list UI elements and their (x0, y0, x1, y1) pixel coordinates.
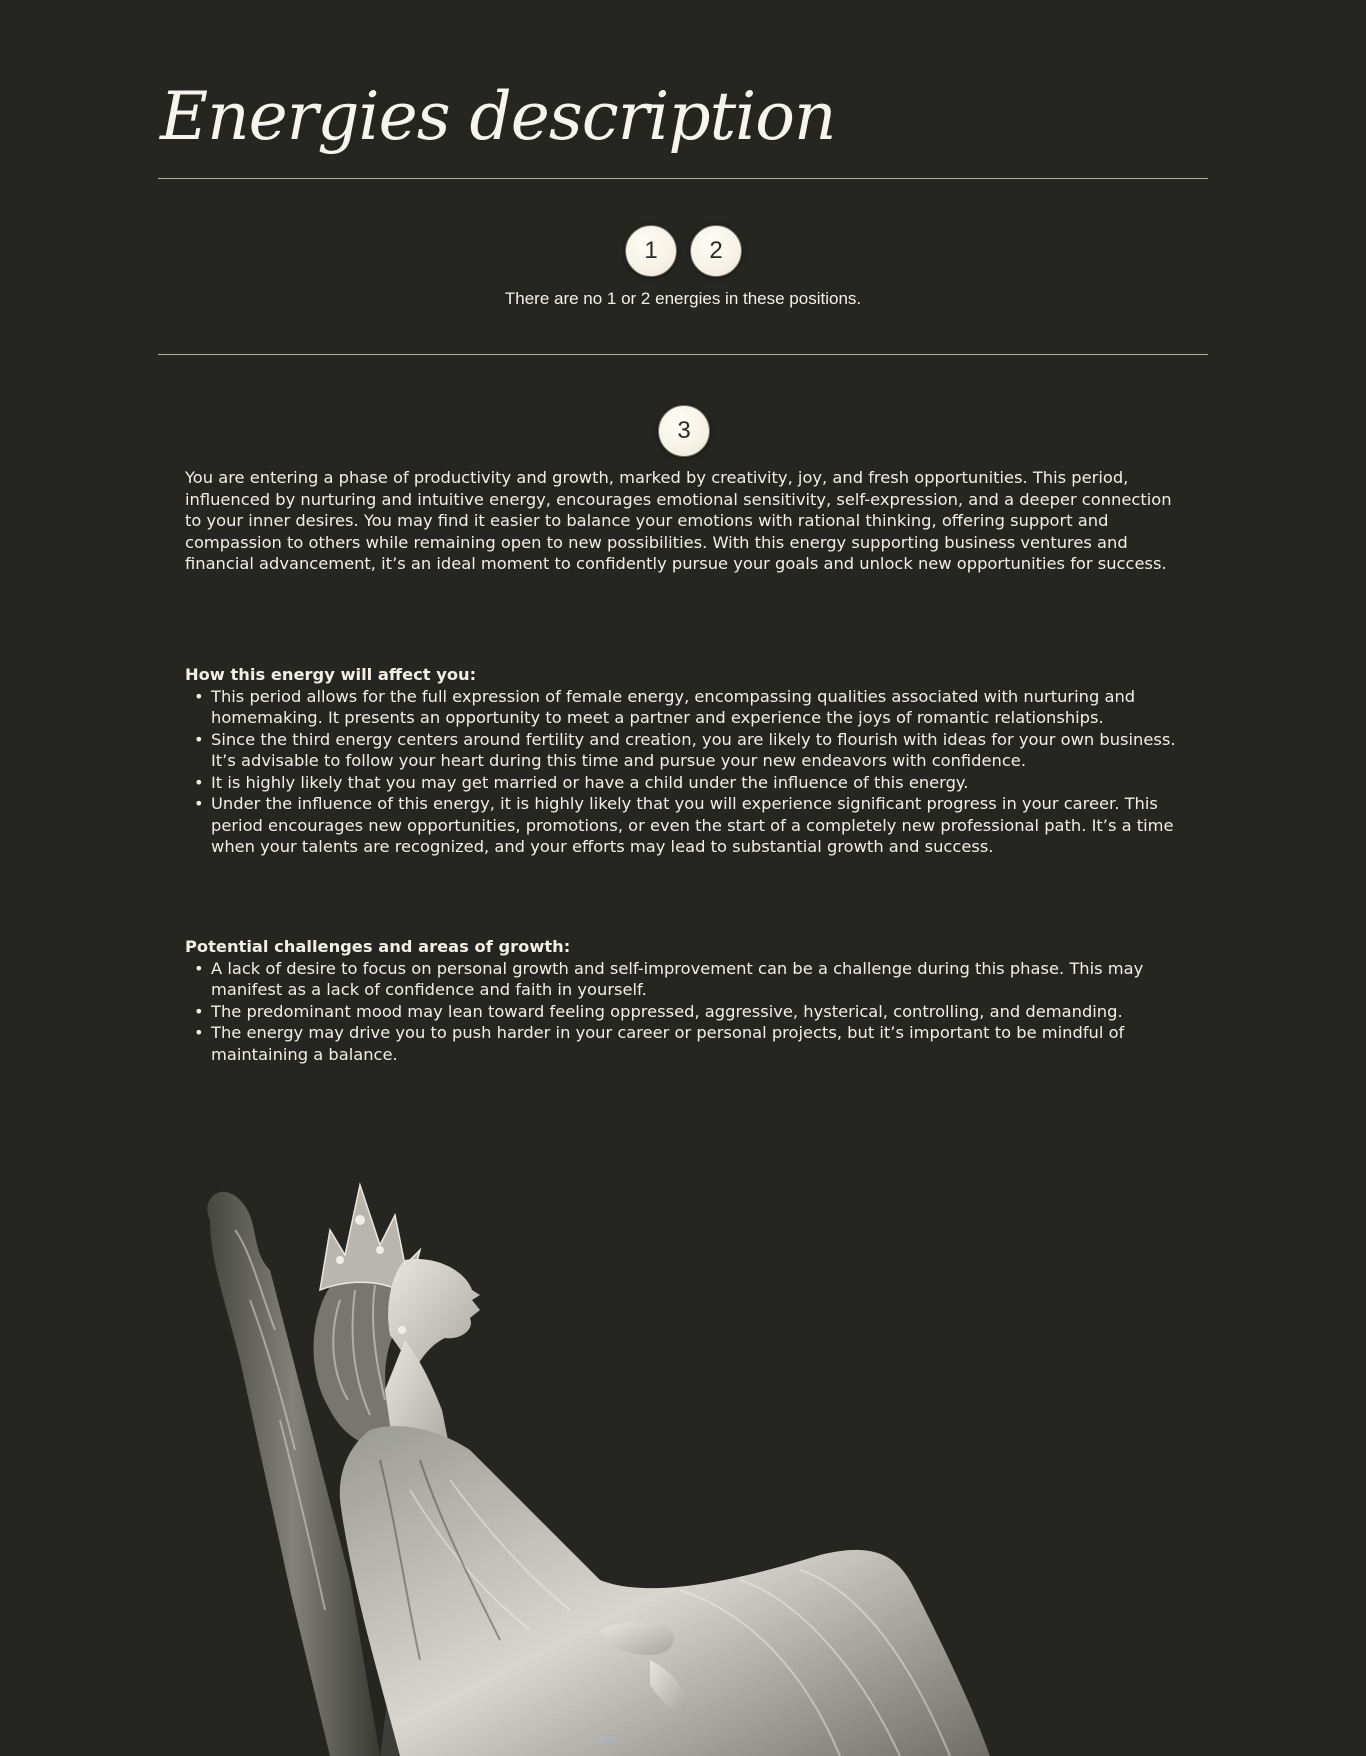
effects-heading: How this energy will affect you: (185, 665, 477, 684)
energy-badge-1: 1 (625, 225, 677, 277)
section-divider (158, 354, 1208, 355)
energy-3-description: You are entering a phase of productivity and growth, marked by creativity, joy, and fresh opportunities. This period, influenced by nurturing and intuitive energy, encourages emotional sensitivity, self-expression, and a deeper connection to your inner desires. You may find it easier to balance your emotions with rational thinking, offering support and compassion to others while remaining open to new possibilities. With this energy supporting business ventures and financial advancement, it’s an ideal moment to confidently pursue your goals and unlock new opportunities for success. (185, 468, 1172, 573)
challenges-list-item: • A lack of desire to focus on personal growth and self-improvement can be a challenge during this phase. This may manifest as a lack of confidence and faith in yourself. (211, 958, 1185, 1001)
page-title: Energies description (160, 78, 836, 155)
energy-badge-2: 2 (690, 225, 742, 277)
effects-section (185, 664, 1185, 858)
challenges-heading: Potential challenges and areas of growth: (185, 937, 571, 956)
effects-list-item: • This period allows for the full expression of female energy, encompassing qualities associated with nurturing and homemaking. It presents an opportunity to meet a partner and experience the joys of romantic relationships. (211, 686, 1185, 729)
no-energies-note: There are no 1 or 2 energies in these positions. (504, 289, 862, 308)
challenges-section (185, 936, 1185, 1065)
effects-list-item: • Since the third energy centers around fertility and creation, you are likely to flourish with ideas for your own business. It’s advisable to follow your heart during this time and pursue your new endeavors with confidence. (211, 729, 1185, 772)
section-divider (158, 178, 1208, 179)
effects-list (185, 686, 1185, 858)
challenges-list-item: • The energy may drive you to push harder in your career or personal projects, but it’s important to be mindful of maintaining a balance. (211, 1022, 1185, 1065)
empress-on-throne-illustration (180, 1160, 1140, 1756)
effects-list-item: • It is highly likely that you may get married or have a child under the influence of this energy. (211, 772, 1185, 794)
energy-badge-3: 3 (658, 405, 710, 457)
effects-list-item: • Under the influence of this energy, it is highly likely that you will experience significant progress in your career. This period encourages new opportunities, promotions, or even the start of a completely new professional path. It’s a time when your talents are recognized, and your efforts may lead to substantial growth and success. (211, 793, 1185, 858)
challenges-list-item: • The predominant mood may lean toward feeling oppressed, aggressive, hysterical, controlling, and demanding. (211, 1001, 1185, 1023)
challenges-list (185, 958, 1185, 1066)
